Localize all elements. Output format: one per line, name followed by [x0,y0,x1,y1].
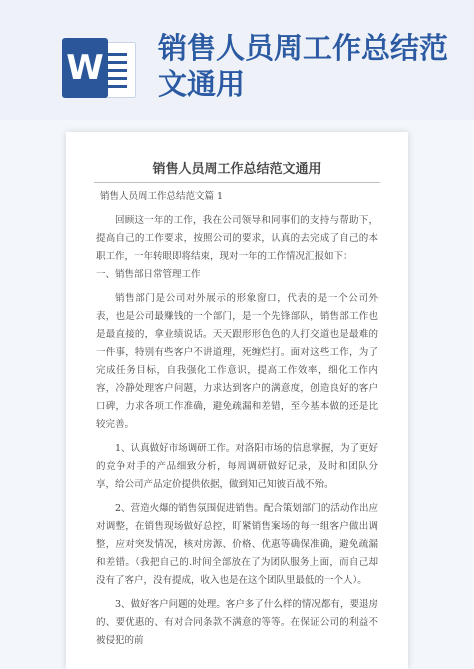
paragraph-sales-atmosphere: 2、营造火爆的销售氛围促进销售。配合策划部门的活动作出应对调整，在销售现场做好总控，盯紧销售案场的每一组客户做出调整，应对突发情况，核对房源、价格、优惠等确保准确，避免疏漏和差错。（我把自己的.时间全部放在了为团队服务上面，而自己却没有了客户，没有提成，收入也是在这个团队里最低的一个人）。 [96,503,378,586]
document-page [66,132,408,669]
section-heading: 一、销售部日常管理工作 [96,269,201,280]
paragraph-sales-dept: 销售部门是公司对外展示的形象窗口，代表的是一个公司外表，也是公司最赚钱的一个部门，是一个先锋部队，销售部工作也是最直接的，拿业绩说话。天天跟形形色色的人打交道也是最难的一件事，特别有些客户不讲道理，死缠烂打。面对这些工作，为了完成任务目标，自我强化工作意识，提高工作效率，细化工作内容，冷静处理客户问题，力求达到客户的满意度，创造良好的客户口碑，力求各项工作准确，避免疏漏和差错，至今基本做的还是比较完善。 [96,293,378,430]
document-body [96,188,378,650]
title-divider [94,182,380,183]
word-document-icon [62,38,134,98]
document-subtitle: 销售人员周工作总结范文篇 1 [100,191,224,202]
paragraph-market-research: 1、认真做好市场调研工作。对洛阳市场的信息掌握，为了更好的竞争对手的产品细致分析，每周调研做好记录，及时和团队分享，给公司产品定价提供依据，做到知己知彼百战不殆。 [96,443,378,490]
document-title: 销售人员周工作总结范文通用 [152,162,322,177]
banner [0,0,474,120]
banner-title: 销售人员周工作总结范文通用 [158,31,449,101]
word-logo-badge: W [62,38,108,98]
paragraph-intro: 回顾这一年的工作，我在公司领导和同事们的支持与帮助下，提高自己的工作要求，按照公司的要求，认真的去完成了自己的本职工作，一年转眼即将结束，现对一年的工作情况汇报如下： [96,215,378,262]
paragraph-customer-issues: 3、做好客户问题的处理。客户多了什么样的情况都有，要退房的、要优惠的、有对合同条款不满意的等等。在保证公司的利益不被侵犯的前 [96,599,378,646]
